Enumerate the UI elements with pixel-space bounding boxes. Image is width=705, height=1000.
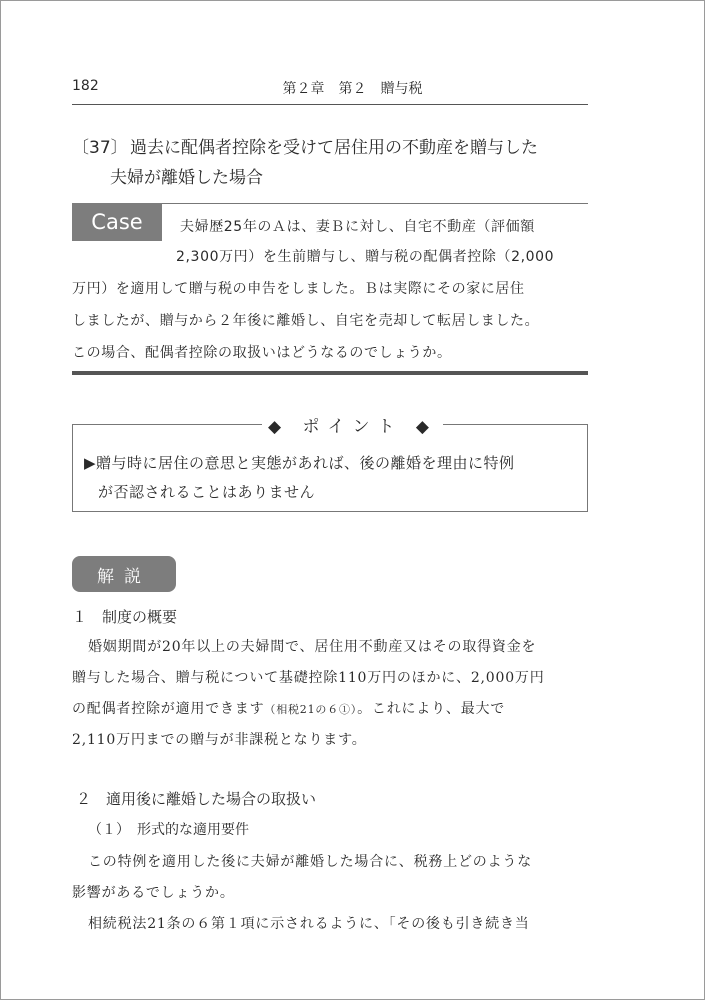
- section1-line: 贈与した場合、贈与税について基礎控除110万円のほかに、2,000万円: [72, 670, 545, 686]
- case-text-line: 万円）を適用して贈与税の申告をしました。Ｂは実際にその家に居住: [72, 281, 525, 297]
- section1-line3-before: の配偶者控除が適用できます: [72, 701, 265, 717]
- point-text-line2: が否認されることはありません: [98, 483, 316, 501]
- case-label: Case: [72, 203, 162, 241]
- section2-line: この特例を適用した後に夫婦が離婚した場合に、税務上どのような: [88, 854, 532, 870]
- section2-heading: ２ 適用後に離婚した場合の取扱い: [76, 790, 317, 808]
- section1-heading: １ 制度の概要: [72, 608, 178, 626]
- section1-line: 2,110万円までの贈与が非課税となります。: [72, 732, 367, 748]
- point-title-text: ◆ ポイント ◆: [262, 417, 443, 437]
- section1-line: 婚姻期間が20年以上の夫婦間で、居住用不動産又はその取得資金を: [88, 639, 537, 655]
- section2-subheading: （１） 形式的な適用要件: [88, 822, 249, 838]
- question-title-line2: 夫婦が離婚した場合: [110, 168, 263, 188]
- section1-line3: [72, 698, 505, 718]
- section1-line3-after: 。これにより、最大で: [357, 701, 506, 717]
- case-text-line: しましたが、贈与から２年後に離婚し、自宅を売却して転居しました。: [72, 313, 540, 329]
- case-bottom-rule: [72, 371, 588, 375]
- case-text-line: 2,300万円）を生前贈与し、贈与税の配偶者控除（2,000: [176, 249, 555, 265]
- case-text-line: この場合、配偶者控除の取扱いはどうなるのでしょうか。: [72, 345, 452, 361]
- question-number: 〔37〕: [72, 138, 128, 158]
- point-text-line1: ▶贈与時に居住の意思と実態があれば、後の離婚を理由に特例: [84, 454, 515, 472]
- header-rule: [72, 104, 588, 105]
- case-top-rule: [162, 203, 588, 204]
- case-text-line: 夫婦歴25年のＡは、妻Ｂに対し、自宅不動産（評価額: [180, 219, 535, 235]
- section2-line: 相続税法21条の６第１項に示されるように、「その後も引き続き当: [88, 916, 530, 932]
- point-title: [0, 412, 705, 437]
- kaisetsu-label: 解説: [72, 556, 176, 592]
- section2-line: 影響があるでしょうか。: [72, 885, 235, 901]
- running-header-title: 第２章 第２ 贈与税: [282, 81, 423, 97]
- page-number: 182: [72, 78, 99, 94]
- law-reference: （相税21の６①）: [264, 703, 358, 716]
- question-title-line1: 過去に配偶者控除を受けて居住用の不動産を贈与した: [130, 138, 538, 158]
